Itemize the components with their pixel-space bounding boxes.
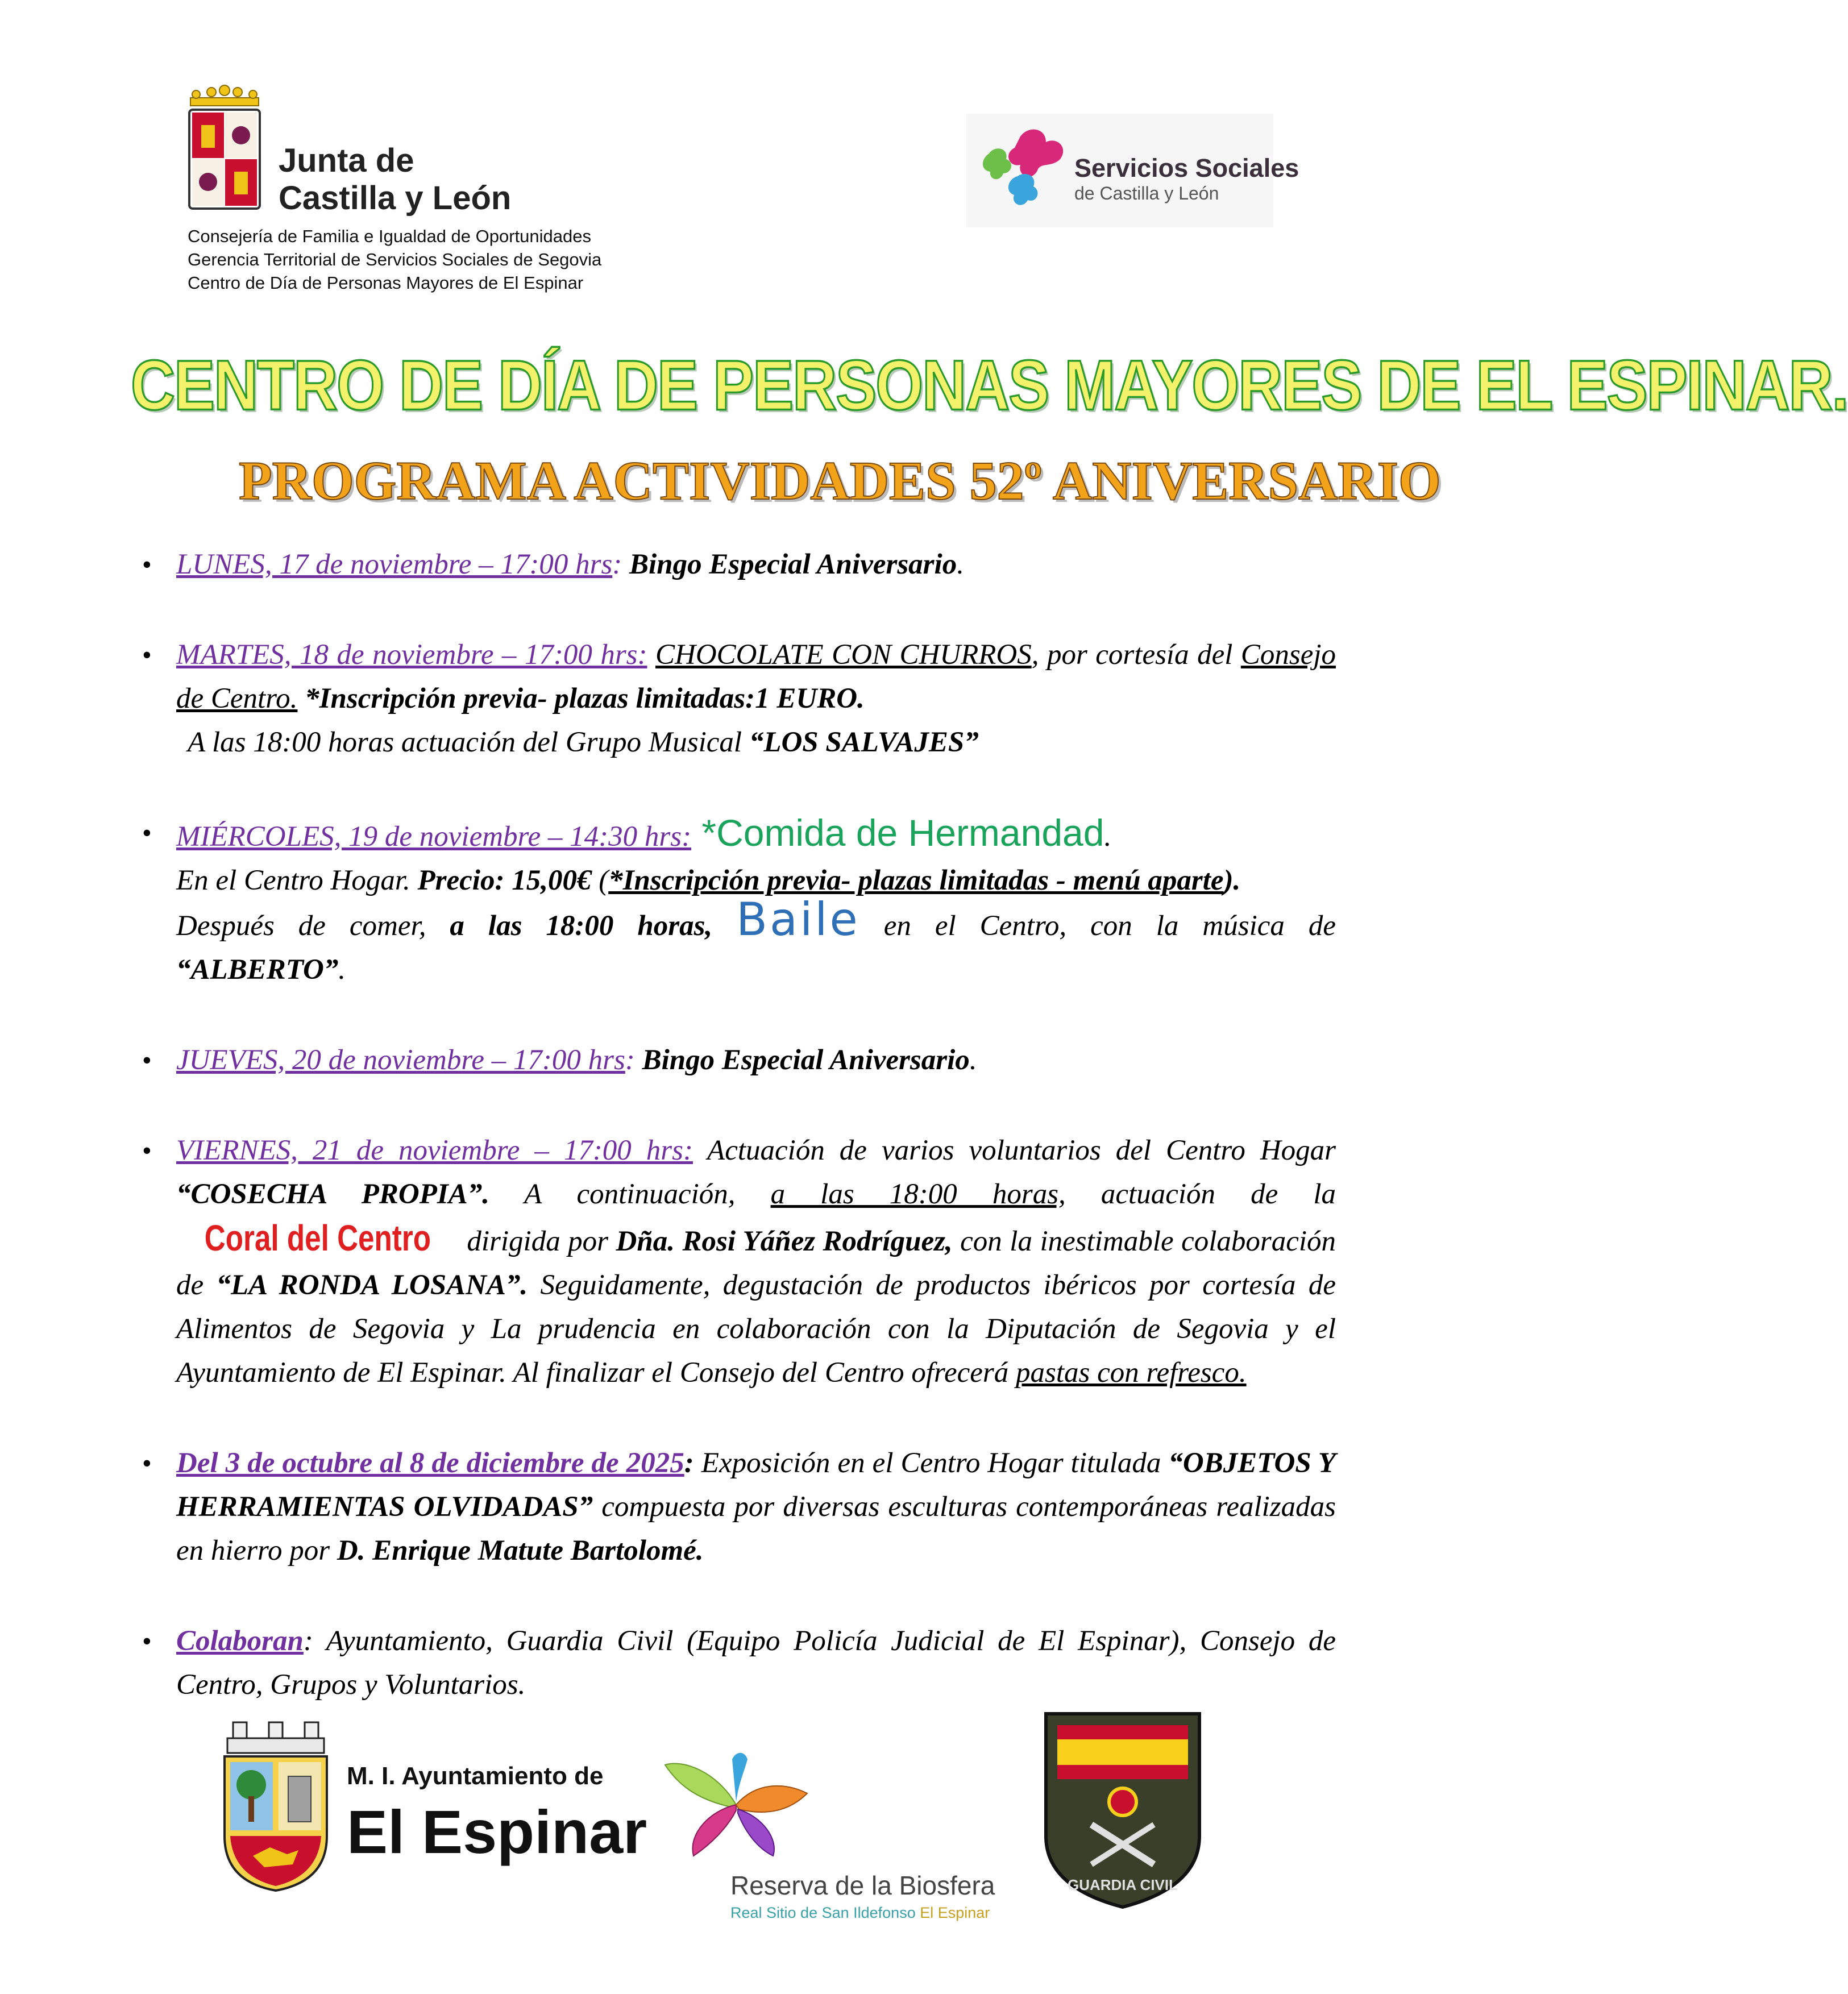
list-item-jueves — [142, 1038, 1336, 1082]
lunes-dot: . — [957, 549, 964, 580]
miercoles-end: . — [338, 954, 346, 986]
el-espinar-shield-icon — [219, 1722, 333, 1893]
list-item-martes — [142, 633, 1336, 765]
biosphere-title: Reserva de la Biosfera — [730, 1871, 995, 1900]
colaboran-label: Colaboran — [176, 1625, 304, 1657]
viernes-director: Dña. Rosi Yáñez Rodríguez, — [616, 1226, 953, 1257]
miercoles-line2a: En el Centro Hogar. — [176, 865, 418, 896]
miercoles-inscription: *Inscripción previa- plazas limitadas - menú aparte — [608, 865, 1224, 896]
servicios-sociales-subtitle: de Castilla y León — [1074, 183, 1219, 203]
miercoles-time: a las 18:00 horas, — [450, 910, 713, 942]
expo-t2: compuesta por diversas esculturas contemporáneas realizadas en hierro por — [176, 1491, 1336, 1567]
lunes-date: LUNES, 17 de noviembre – 17:00 hrs — [176, 549, 613, 580]
miercoles-dot: . — [1104, 821, 1112, 853]
viernes-t4: dirigida por — [467, 1226, 616, 1257]
jcyl-sub-line: Consejería de Familia e Igualdad de Oportunidades — [188, 226, 592, 246]
biosphere-subtitle-a: Real Sitio de San Ildefonso — [730, 1904, 920, 1921]
viernes-t5: con la inestimable colaboración de — [176, 1226, 1336, 1301]
expo-colon: : — [684, 1447, 694, 1479]
miercoles-dance: Baile — [736, 893, 860, 946]
lunes-activity: Bingo Especial Aniversario — [629, 549, 957, 580]
martes-line3: A las 18:00 horas actuación del Grupo Musical — [188, 726, 749, 758]
subtitle: PROGRAMA ACTIVIDADES 52º ANIVERSARIO — [239, 450, 1441, 511]
miercoles-line2c: ). — [1223, 865, 1241, 896]
martes-group: “LOS SALVAJES” — [749, 726, 979, 758]
martes-courtesy: , por cortesía del — [1031, 639, 1233, 671]
main-title: CENTRO DE DÍA DE PERSONAS MAYORES DE EL ESPINAR. — [131, 345, 1848, 425]
viernes-coral: Coral del Centro — [204, 1218, 431, 1258]
esp-title-big: El Espinar — [347, 1797, 647, 1866]
activity-list — [142, 543, 1336, 1707]
martes-activity: CHOCOLATE CON CHURROS — [655, 639, 1032, 671]
biosphere-subtitle — [730, 1904, 990, 1922]
viernes-t1: Actuación de varios voluntarios del Centro Hogar — [692, 1135, 1336, 1166]
jcyl-sub-line: Gerencia Territorial de Servicios Sociales de Segovia — [188, 250, 602, 269]
martes-council: Consejo de Centro. — [176, 639, 1336, 714]
list-item-lunes — [142, 543, 1336, 587]
miercoles-date: MIÉRCOLES, 19 de noviembre – 14:30 hrs: — [176, 821, 692, 853]
list-item-colaboran — [142, 1619, 1336, 1707]
viernes-date: VIERNES, 21 de noviembre – 17:00 hrs: — [176, 1135, 693, 1166]
gc-text: GUARDIA CIVIL — [1067, 1876, 1178, 1893]
list-item-exposicion — [142, 1442, 1336, 1573]
miercoles-line3b: en el Centro, con la música de — [859, 910, 1336, 942]
guardia-civil-shield-icon — [1040, 1711, 1205, 1910]
jcyl-name-line2: Castilla y León — [279, 180, 512, 217]
viernes-snack: pastas con refresco. — [1015, 1357, 1247, 1389]
viernes-t3: actuación de la — [1065, 1178, 1336, 1210]
list-item-miercoles — [142, 811, 1336, 992]
viernes-time: a las 18:00 horas, — [770, 1178, 1066, 1210]
expo-date: Del 3 de octubre al 8 de diciembre de 2025 — [176, 1447, 684, 1479]
viernes-ronda: “LA RONDA LOSANA”. — [216, 1269, 528, 1301]
jueves-activity: Bingo Especial Aniversario — [642, 1044, 970, 1076]
jueves-date: JUEVES, 20 de noviembre – 17:00 hrs — [176, 1044, 625, 1076]
viernes-t6: Seguidamente, degustación de productos ibéricos por cortesía de Alimentos de Segovia y La prudencia en colaboración con la Diputación de Segovia y el Ayuntamiento de El Espinar. Al finalizar el Consejo del Centro ofrecerá — [176, 1269, 1336, 1389]
expo-artist: D. Enrique Matute Bartolomé. — [337, 1535, 704, 1567]
expo-title: “OBJETOS Y HERRAMIENTAS OLVIDADAS” — [176, 1447, 1336, 1523]
martes-inscription: *Inscripción previa- plazas limitadas:1 EURO. — [297, 683, 865, 714]
jueves-dot: . — [969, 1044, 977, 1076]
miercoles-star: * — [691, 812, 717, 854]
list-item-viernes — [142, 1129, 1336, 1395]
viernes-group: “COSECHA PROPIA”. — [176, 1178, 489, 1210]
crown-icon — [188, 85, 261, 108]
martes-date: MARTES, 18 de noviembre – 17:00 hrs: — [176, 639, 647, 671]
lunes-colon: : — [612, 549, 622, 580]
jueves-colon: : — [625, 1044, 635, 1076]
miercoles-meal: Comida de Hermandad — [716, 812, 1104, 854]
butterfly-logo-icon — [659, 1748, 813, 1862]
miercoles-price: Precio: 15,00€ — [417, 865, 592, 896]
esp-title-small: M. I. Ayuntamiento de — [347, 1762, 604, 1790]
miercoles-line2b: ( — [591, 865, 609, 896]
biosphere-subtitle-b: El Espinar — [920, 1904, 990, 1921]
servicios-sociales-title: Servicios Sociales — [1074, 153, 1299, 182]
jcyl-name-line1: Junta de — [279, 142, 414, 179]
miercoles-line3a: Después de comer, — [176, 910, 450, 942]
expo-t1: Exposición en el Centro Hogar titulada — [693, 1447, 1169, 1479]
castilla-leon-shield-icon — [188, 108, 261, 210]
viernes-t2: A continuación, — [489, 1178, 771, 1210]
miercoles-musician: “ALBERTO” — [176, 954, 339, 986]
jcyl-sub-line: Centro de Día de Personas Mayores de El Espinar — [188, 273, 584, 293]
jcyl-subtitle — [188, 225, 601, 294]
jcyl-name — [279, 142, 511, 217]
colaboran-text: : Ayuntamiento, Guardia Civil (Equipo Policía Judicial de El Espinar), Consejo de Centro, Grupos y Voluntarios. — [176, 1625, 1336, 1701]
